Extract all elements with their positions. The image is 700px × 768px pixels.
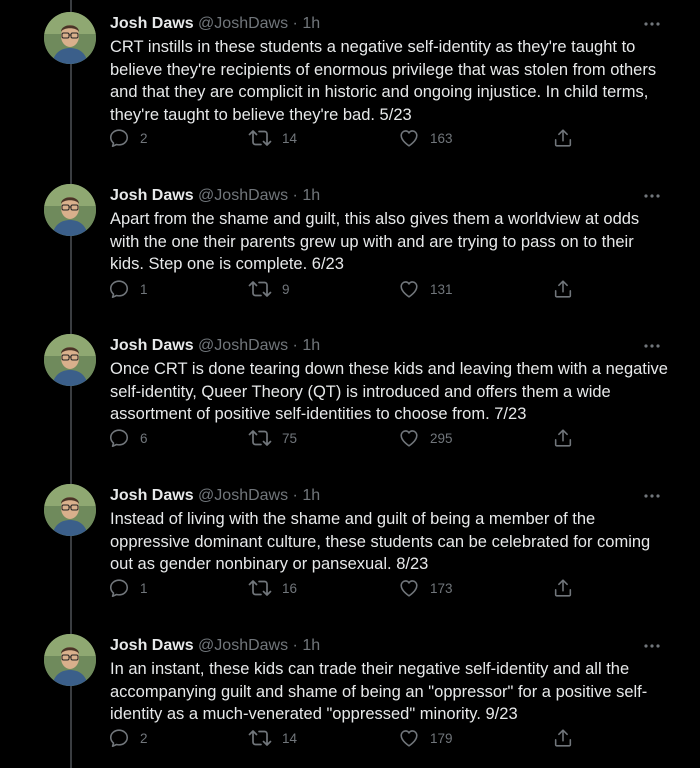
retweet-button[interactable]	[248, 576, 297, 600]
author-handle[interactable]: @JoshDaws	[198, 487, 289, 504]
like-button[interactable]	[398, 277, 453, 301]
retweet-icon	[248, 127, 272, 149]
author-name[interactable]: Josh Daws	[110, 637, 194, 654]
tweet-header	[110, 634, 320, 658]
separator-dot: ·	[292, 337, 298, 354]
heart-icon	[398, 278, 420, 300]
avatar[interactable]	[44, 334, 96, 386]
reply-button[interactable]	[108, 426, 148, 450]
retweet-button[interactable]	[248, 726, 297, 750]
more-icon	[642, 186, 662, 206]
retweet-count: 75	[282, 430, 298, 446]
retweet-icon	[248, 577, 272, 599]
reply-icon	[108, 577, 130, 599]
tweet[interactable]	[0, 472, 700, 622]
share-icon	[552, 278, 574, 300]
avatar[interactable]	[44, 184, 96, 236]
reply-icon	[108, 427, 130, 449]
retweet-button[interactable]	[248, 277, 290, 301]
heart-icon	[398, 127, 420, 149]
tweet[interactable]	[0, 622, 700, 768]
more-icon	[642, 336, 662, 356]
timestamp[interactable]: 1h	[302, 15, 321, 32]
retweet-icon	[248, 427, 272, 449]
tweet-header	[110, 484, 320, 508]
reply-count: 2	[140, 730, 148, 746]
retweet-icon	[248, 278, 272, 300]
tweet-header	[110, 334, 320, 358]
retweet-count: 14	[282, 130, 298, 146]
tweet-header	[110, 12, 320, 36]
like-button[interactable]	[398, 126, 453, 150]
tweet-text: CRT instills in these students a negative self-identity as they're taught to believe they're recipients of enormous privilege that was stolen from others and that they are complicit in historic and ongoing injustice. In child terms, they're taught to believe they're bad. 5/23	[110, 38, 657, 124]
heart-icon	[398, 727, 420, 749]
reply-button[interactable]	[108, 277, 148, 301]
retweet-icon	[248, 727, 272, 749]
share-button[interactable]	[552, 277, 574, 301]
avatar[interactable]	[44, 484, 96, 536]
share-button[interactable]	[552, 726, 574, 750]
more-icon	[642, 486, 662, 506]
tweet-text: Apart from the shame and guilt, this also gives them a worldview at odds with the one their parents grew up with and are trying to pass on to their kids. Step one is complete. 6/23	[110, 210, 640, 273]
more-button[interactable]	[640, 334, 664, 358]
author-name[interactable]: Josh Daws	[110, 15, 194, 32]
share-button[interactable]	[552, 576, 574, 600]
timestamp[interactable]: 1h	[302, 337, 321, 354]
tweet[interactable]	[0, 172, 700, 322]
more-button[interactable]	[640, 634, 664, 658]
reply-button[interactable]	[108, 726, 148, 750]
tweet-text: In an instant, these kids can trade their negative self-identity and all the accompanying guilt and shame of being an "oppressor" for a positive self-identity as a much-venerated "oppressed" minority. 9/23	[110, 660, 648, 723]
retweet-count: 14	[282, 730, 298, 746]
retweet-button[interactable]	[248, 426, 297, 450]
reply-button[interactable]	[108, 576, 148, 600]
more-button[interactable]	[640, 184, 664, 208]
like-count: 173	[430, 580, 453, 596]
share-icon	[552, 577, 574, 599]
more-icon	[642, 14, 662, 34]
retweet-count: 9	[282, 281, 290, 297]
timestamp[interactable]: 1h	[302, 487, 321, 504]
separator-dot: ·	[292, 487, 298, 504]
separator-dot: ·	[292, 187, 298, 204]
reply-count: 1	[140, 281, 148, 297]
tweet-header	[110, 184, 320, 208]
like-count: 295	[430, 430, 453, 446]
reply-count: 6	[140, 430, 148, 446]
like-count: 131	[430, 281, 453, 297]
share-button[interactable]	[552, 126, 574, 150]
tweet-text: Instead of living with the shame and guilt of being a member of the oppressive dominant culture, these students can be celebrated for coming out as gender nonbinary or pansexual. 8/23	[110, 510, 651, 573]
share-icon	[552, 127, 574, 149]
share-icon	[552, 727, 574, 749]
avatar[interactable]	[44, 634, 96, 686]
more-button[interactable]	[640, 484, 664, 508]
like-button[interactable]	[398, 426, 453, 450]
like-count: 163	[430, 130, 453, 146]
retweet-count: 16	[282, 580, 298, 596]
author-handle[interactable]: @JoshDaws	[198, 337, 289, 354]
reply-icon	[108, 727, 130, 749]
author-handle[interactable]: @JoshDaws	[198, 187, 289, 204]
reply-icon	[108, 127, 130, 149]
more-button[interactable]	[640, 12, 664, 36]
author-name[interactable]: Josh Daws	[110, 487, 194, 504]
author-handle[interactable]: @JoshDaws	[198, 637, 289, 654]
tweet-text: Once CRT is done tearing down these kids and leaving them with a negative self-identity, Queer Theory (QT) is introduced and offers them a wide assortment of positive self-identities to choose from. 7/23	[110, 360, 668, 423]
heart-icon	[398, 577, 420, 599]
share-icon	[552, 427, 574, 449]
like-button[interactable]	[398, 576, 453, 600]
heart-icon	[398, 427, 420, 449]
reply-button[interactable]	[108, 126, 148, 150]
like-button[interactable]	[398, 726, 453, 750]
separator-dot: ·	[292, 15, 298, 32]
avatar[interactable]	[44, 12, 96, 64]
like-count: 179	[430, 730, 453, 746]
tweet[interactable]	[0, 322, 700, 472]
share-button[interactable]	[552, 426, 574, 450]
reply-count: 1	[140, 580, 148, 596]
tweet[interactable]	[0, 0, 700, 150]
author-name[interactable]: Josh Daws	[110, 337, 194, 354]
reply-icon	[108, 278, 130, 300]
timestamp[interactable]: 1h	[302, 187, 321, 204]
separator-dot: ·	[292, 637, 298, 654]
timestamp[interactable]: 1h	[302, 637, 321, 654]
reply-count: 2	[140, 130, 148, 146]
author-name[interactable]: Josh Daws	[110, 187, 194, 204]
retweet-button[interactable]	[248, 126, 297, 150]
author-handle[interactable]: @JoshDaws	[198, 15, 289, 32]
more-icon	[642, 636, 662, 656]
